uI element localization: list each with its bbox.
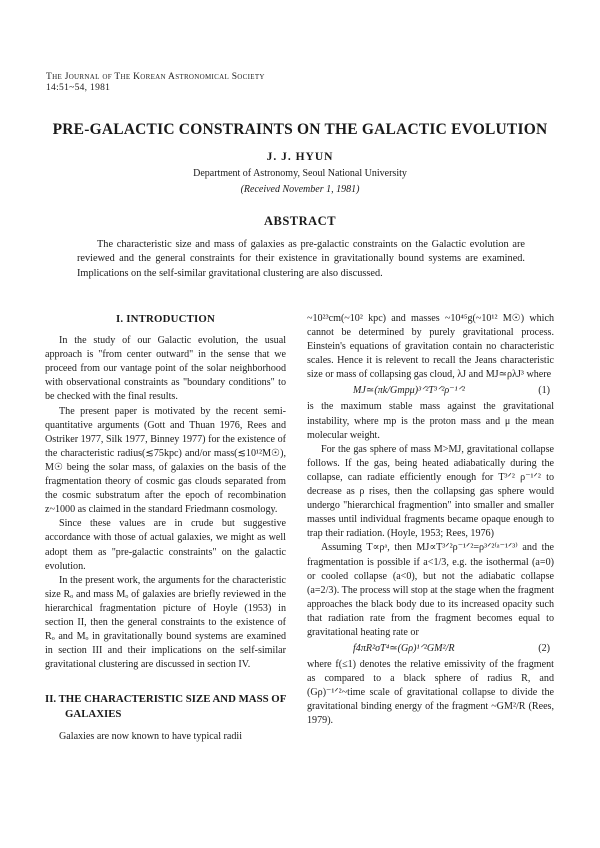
intro-paragraph-2: The present paper is motivated by the recent semi-quantitative arguments (Gott and Thuan 1976, Rees and Ostriker 1977, Silk 1977, Binney 1977) for the existence of the characteristic radius(≲75kpc) and/or mass(≲10¹²M☉), M☉ being the solar mass, of galaxies on the basis of the fragmentation theory of cosmic gas clouds separated from the cosmic substratum after the epoch of recombination z~1000 as claimed in the standard Friedmann cosmology. — [45, 405, 286, 516]
equation-2-number: (2) — [538, 643, 550, 655]
paper-title: PRE-GALACTIC CONSTRAINTS ON THE GALACTIC EVOLUTION — [52, 121, 548, 138]
section-2-paragraph-1-continued: ~10²³cm(~10² kpc) and masses ~10⁴⁵g(~10¹² M☉) which cannot be determined by purely gravitational process. Einstein's equations of gravitation contain no characteristic scales. Hence it is relevent to recall the Jeans characteristic size or mass of collapsing gas cloud, λJ and MJ≃ρλJ³ where — [307, 313, 554, 381]
intro-paragraph-3: Since these values are in crude but suggestive accordance with those of actual galaxies, we might as well adopt them as "pre-galactic constraints" on the galactic evolution. — [45, 518, 286, 572]
journal-volume: 14:51~54, 1981 — [46, 83, 111, 93]
right-column — [307, 312, 554, 729]
section-2-paragraph-3: For the gas sphere of mass M>MJ, gravitational collapse follows. If the gas, being heated adiabatically during the collapse, can radiate efficiently enough for T³ᐟ² ρ⁻¹ᐟ² to decrease as ρ rises, then the collapsing gas sphere would undergo "hierarchical fragmention" into smaller and smaller masses until individual fragments became opaque enough to trap their radiation. (Hoyle, 1953; Rees, 1976) — [307, 443, 554, 540]
journal-name: The Journal of The Korean Astronomical Society — [46, 72, 265, 82]
section-2-heading: II. THE CHARACTERISTIC SIZE AND MASS OF GALAXIES — [45, 693, 286, 721]
abstract-heading: ABSTRACT — [263, 214, 337, 228]
intro-paragraph-1: In the study of our Galactic evolution, the usual approach is "from center outward" in the sense that we proceed from our vantage point of the solar neighborhood with observational constraints as "boundary conditions" to be checked with the final results. — [45, 335, 286, 403]
author-affiliation: Department of Astronomy, Seoul National University — [193, 168, 407, 179]
equation-2-expression: f4πR²σT⁴≃(Gρ)¹ᐟ²GM²/R — [353, 643, 455, 655]
received-date: (Received November 1, 1981) — [240, 184, 360, 195]
left-column — [45, 312, 286, 744]
section-1-heading: I. INTRODUCTION — [116, 313, 215, 325]
intro-paragraph-4: In the present work, the arguments for the characteristic size Rₒ and mass Mₒ of galaxies are briefly reviewed in the hierarchical fragmentation picture of Hoyle (1953) in section II, then the general constraints to the existence of Rₒ and Mₒ in gravitationally bound systems are examined in section III and their implications on the self-similar gravitational clustering are discussed in section IV. — [45, 574, 286, 671]
section-2-paragraph-2: is the maximum stable mass against the gravitational instability, where mp is the proton mass and μ the mean molecular weight. — [307, 401, 554, 441]
abstract-text: The characteristic size and mass of galaxies as pre-galactic constraints on the Galactic evolution are reviewed and the general constraints for their existence in gravitationally bound systems are examined. Implications on the self-similar gravitational clustering are also discussed. — [77, 239, 525, 279]
author-name: J. J. HYUN — [266, 151, 334, 163]
section-2-paragraph-5: where f(≤1) denotes the relative emissivity of the fragment as compared to a black sphere of radius R, and (Gρ)⁻¹ᐟ²~time scale of gravitational collapse to divide the gravitational binding energy of the fragment ~GM²/R (Rees, 1979). — [307, 659, 554, 727]
section-2-paragraph-1: Galaxies are now known to have typical radii — [59, 731, 243, 743]
equation-2 — [307, 641, 554, 657]
equation-1-expression: MJ≃(πk/Gmpμ)³ᐟ²T³ᐟ²ρ⁻¹ᐟ² — [353, 385, 465, 397]
journal-header — [46, 72, 265, 94]
equation-1 — [307, 383, 554, 399]
equation-1-number: (1) — [538, 385, 550, 397]
section-2-paragraph-4: Assuming T∝ρᵃ, then MJ∝T³ᐟ²ρ⁻¹ᐟ²=ρ³ᐟ²⁽ᵃ⁻¹ᐟ³⁾ and the fragmentation is possible if a<1/3, e.g. the isothermal (a=0) or cooled collapse (a<0), but not the adiabatic collapse (a=2/3). The process will stop at the stage when the fragment approaches the black body due to its increased opacity such that radiation rate from the fragment becomes equal to gravitational heating rate or — [307, 542, 554, 638]
